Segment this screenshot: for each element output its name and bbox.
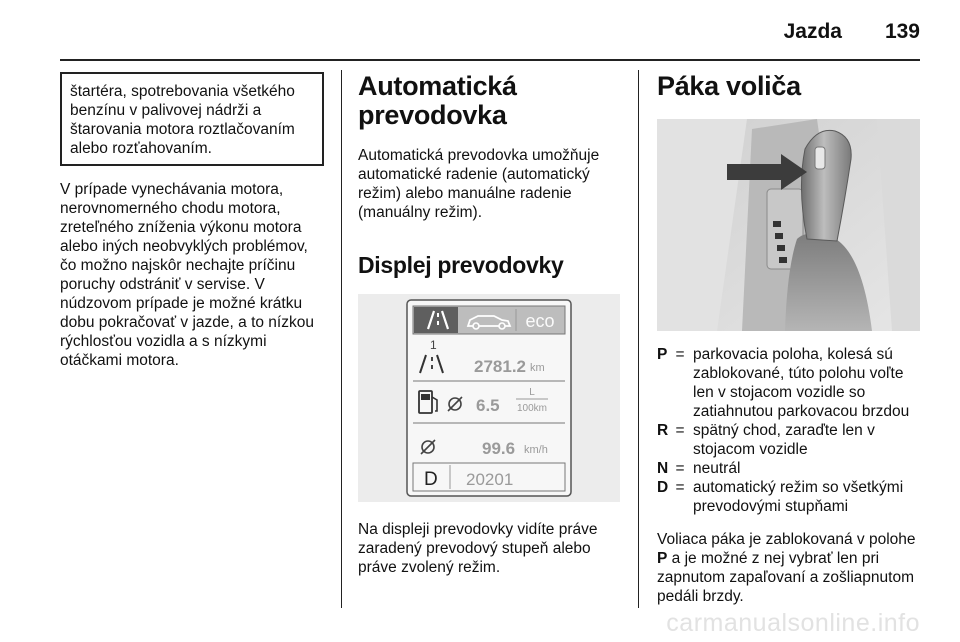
lever-lock-paragraph bbox=[657, 530, 920, 606]
fuel-unit-top: L bbox=[529, 387, 535, 398]
definition-row bbox=[657, 478, 920, 516]
note-box: štartéra, spotrebovania všetkého benzínu v palivovej nádrži a štarovania motora roztlačovaním alebo rozťahovaním. bbox=[60, 72, 324, 166]
page-number: 139 bbox=[884, 20, 920, 43]
watermark: carmanualsonline.info bbox=[666, 609, 920, 637]
definition-separator: = bbox=[675, 346, 685, 363]
definition-term: P bbox=[657, 346, 668, 363]
column-1 bbox=[60, 72, 324, 370]
section-title: Páka voliča bbox=[657, 71, 801, 101]
trip-unit: km bbox=[530, 362, 545, 374]
road-icon bbox=[414, 307, 458, 333]
column-2 bbox=[358, 72, 620, 577]
definition-text: neutrál bbox=[693, 460, 741, 477]
eco-label: eco bbox=[525, 311, 555, 331]
chapter-title: Jazda bbox=[783, 20, 842, 43]
trip-value: 2781.2 bbox=[474, 357, 526, 376]
fuel-unit-bottom: 100km bbox=[516, 403, 548, 414]
intro-paragraph: Automatická prevodovka umožňuje automatické radenie (automatický režim) alebo manuálne radenie (manuálny režim). bbox=[358, 147, 600, 221]
instrument-display bbox=[406, 299, 572, 497]
transmission-display-illustration bbox=[358, 294, 620, 502]
engine-fault-paragraph: V prípade vynechávania motora, nerovnomerného chodu motora, zreteľného zníženia výkonu motora alebo iných neobvyklých problémov, čo možno najskôr nechajte príčinu poruchy odstrániť v servise. V núdzovom prípade je možné krátku dobu pokračovať v jazde, a to nízkou rýchlosťou vozidla a s nízkymi otáčkami motora. bbox=[60, 181, 314, 369]
definition-term: N bbox=[657, 460, 669, 477]
definition-separator: = bbox=[675, 422, 685, 439]
page-header bbox=[0, 0, 960, 60]
trip-number: 1 bbox=[430, 338, 437, 352]
definition-row bbox=[657, 421, 920, 459]
column-3 bbox=[657, 72, 920, 606]
speed-unit: km/h bbox=[524, 444, 548, 456]
odometer-value: 20201 bbox=[466, 470, 514, 489]
definition-separator: = bbox=[675, 479, 685, 496]
definition-text: automatický režim so všetkými prevodovými stupňami bbox=[693, 479, 904, 515]
gear-indicator: D bbox=[424, 469, 438, 490]
definition-row bbox=[657, 345, 920, 421]
selector-lever-photo bbox=[657, 119, 920, 331]
section-title: Automatická prevodovka bbox=[358, 71, 517, 130]
definition-text: spätný chod, zaraďte len v stojacom vozidle bbox=[693, 422, 875, 458]
column-divider bbox=[638, 70, 639, 608]
definition-row bbox=[657, 459, 920, 478]
header-divider bbox=[60, 59, 920, 61]
column-divider bbox=[341, 70, 342, 608]
definition-separator: = bbox=[675, 460, 685, 477]
lever-lock-lead: Voliaca páka je zablokovaná v polohe bbox=[657, 531, 916, 548]
definition-term: D bbox=[657, 479, 669, 496]
display-caption: Na displeji prevodovky vidíte práve zaradený prevodový stupeň alebo práve zvolený režim. bbox=[358, 521, 598, 576]
fuel-value: 6.5 bbox=[476, 396, 500, 415]
lever-lock-rest: a je možné z nej vybrať len pri zapnutom zapaľovaní a zošliapnutom pedáli brzdy. bbox=[657, 550, 914, 605]
subsection-title: Displej prevodovky bbox=[358, 252, 564, 278]
gear-definitions bbox=[657, 345, 920, 516]
definition-term: R bbox=[657, 422, 669, 439]
definition-text: parkovacia poloha, kolesá sú zablokované, túto polohu voľte len v stojacom vozidle so zatiahnutou parkovacou brzdou bbox=[693, 346, 910, 420]
selector-lever-illustration bbox=[657, 119, 920, 331]
lever-lock-term: P bbox=[657, 550, 668, 567]
speed-value: 99.6 bbox=[482, 439, 516, 458]
